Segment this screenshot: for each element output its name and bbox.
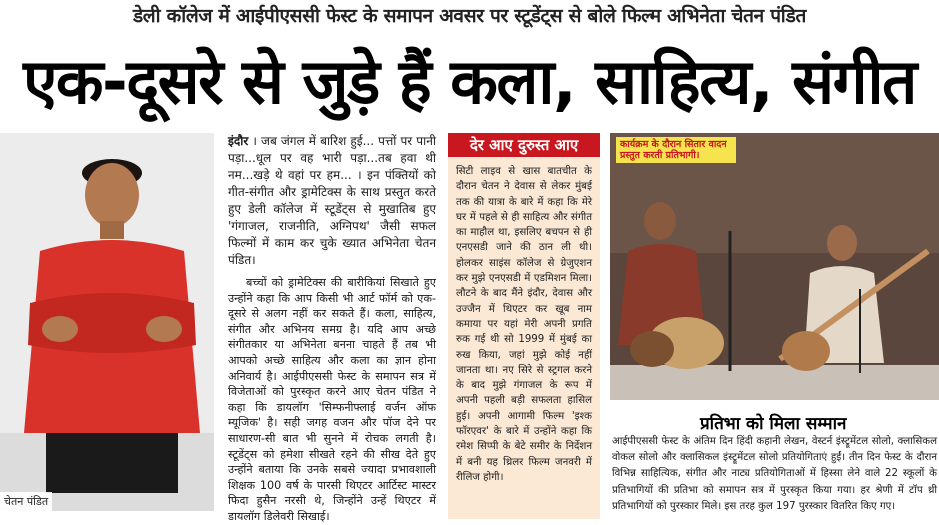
prize-section-text: आईपीएससी फेस्ट के अंतिम दिन हिंदी कहानी लेखन, वेस्टर्न इंस्ट्रूमेंटल सोलो, क्लासिकल वोकल सोलो और क्लासिकल इंस्ट्रूमेंटल सोलो प्रतियोगिताएं हुईं। तीन दिन फेस्ट के दौरान विभिन्न साहित्यिक, संगीत और नाट्य प्रतियोगिताओं में हिस्सा लेने वाले 22 स्कूलों के प्रतिभागियों की प्रतिभा को समापन सत्र में पुरस्कृत किया गया। हर श्रेणी में टॉप थ्री प्रतिभागियों को पुरस्कार मिले। इस तरह कुल 197 पुरस्कार वितरित किए गए। [612, 436, 937, 512]
article-headline: एक-दूसरे से जुड़े हैं कला, साहित्य, संगीत [23, 45, 916, 118]
photo-caption: चेतन पंडित [0, 492, 52, 511]
main-article-body [228, 133, 436, 525]
sidebar-title: देर आए दुरुस्त आए [448, 133, 600, 157]
article-paragraph: बच्चों को ड्रामेटिक्स की बारीकियां सिखाते हुए उन्होंने कहा कि आप किसी भी आर्ट फॉर्म को एक-दूसरे से अलग नहीं कर सकते हैं। कला, साहित्य, संगीत और अभिनय समग्र है। यदि आप अच्छे संगीतकार या अभिनेता बनना चाहते हैं तब भी आपको अच्छे साहित्य और कला का ज्ञान होना अनिवार्य है। आईपीएससी फेस्ट के समापन सत्र में विजेताओं को पुरस्कृत करने आए चेतन पंडित ने कहा कि डायलॉग 'सिम्फनीफ्लाई वर्जन ऑफ म्यूजिक' है। सही जगह वजन और पॉज देने पर साधारण-सी बात भी सुनने में रोचक लगती है। स्टूडेंट्स को हमेशा सीखते रहने की सीख देते हुए उन्होंने बताया कि उनके सबसे ज्यादा प्रभावशाली शिक्षक 100 वर्ष के पारसी थिएटर आर्टिस्ट मास्टर फिदा हुसैन नरसी थे, जिन्होंने उन्हें थिएटर में डायलॉग डिलेवरी सिखाई। [228, 276, 436, 523]
sidebar-text: सिटी लाइव से खास बातचीत के दौरान चेतन ने देवास से लेकर मुंबई तक की यात्रा के बारे में कहा कि मेरे घर में पहले से ही साहित्य और संगीत का माहौल था, इसलिए बचपन से ही एनएसडी जाने की ठान ली थी। होलकर साइंस कॉलेज से ग्रेजुएशन कर मुझे एनएसडी में एडमिशन मिला। लौटने के बाद मैंने इंदौर, देवास और उज्जैन में थिएटर कर खूब नाम कमाया पर यहां मेरी अपनी प्रगति रुक गई थी सो 1999 में मुंबई का रुख किया, जहां मुझे कोई नहीं जानता था। नए सिरे से स्ट्रगल करने के बाद मुझे गंगाजल के रूप में अपनी पहली बड़ी सफलता हासिल हुई। अपनी आगामी फिल्म 'इश्क फॉरएवर' के बारे में उन्होंने कहा कि रमेश सिप्पी के बेटे समीर के निर्देशन में बनी यह थ्रिलर फिल्म जनवरी में रीलिज होगी। [456, 166, 592, 483]
dateline: इंदौर [228, 134, 249, 148]
photo-chetan-pandit [0, 133, 214, 511]
photo-sitar-performance [610, 133, 939, 400]
music-performance-illustration [610, 133, 939, 400]
sidebar-box [448, 133, 600, 519]
man-portrait-illustration [0, 133, 214, 511]
article-kicker: डेली कॉलेज में आईपीएससी फेस्ट के समापन अवसर पर स्टूडेंट्स से बोले फिल्म अभिनेता चेतन पंडित [132, 5, 807, 27]
photo-caption-right: कार्यक्रम के दौरान सितार वादन प्रस्तुत करती प्रतिभागी। [616, 137, 736, 163]
article-lead [228, 133, 436, 269]
lead-text: । जब जंगल में बारिश हुई... पत्तों पर पानी पड़ा...धूल पर वह भारी पड़ा...तब हवा थी नम...खड़े थे वहां पर हम... । इन पंक्तियों को गीत-संगीत और ड्रामेटिक्स के साथ प्रस्तुत करते हुए डेली कॉलेज में स्टूडेंट्स से मुखातिब हुए 'गंगाजल, राजनीति, अग्निपथ' जैसी सफल फिल्मों में काम कर चुके ख्यात अभिनेता चेतन पंडित। [228, 134, 436, 267]
prize-section-title: प्रतिभा को मिला सम्मान [700, 414, 847, 434]
